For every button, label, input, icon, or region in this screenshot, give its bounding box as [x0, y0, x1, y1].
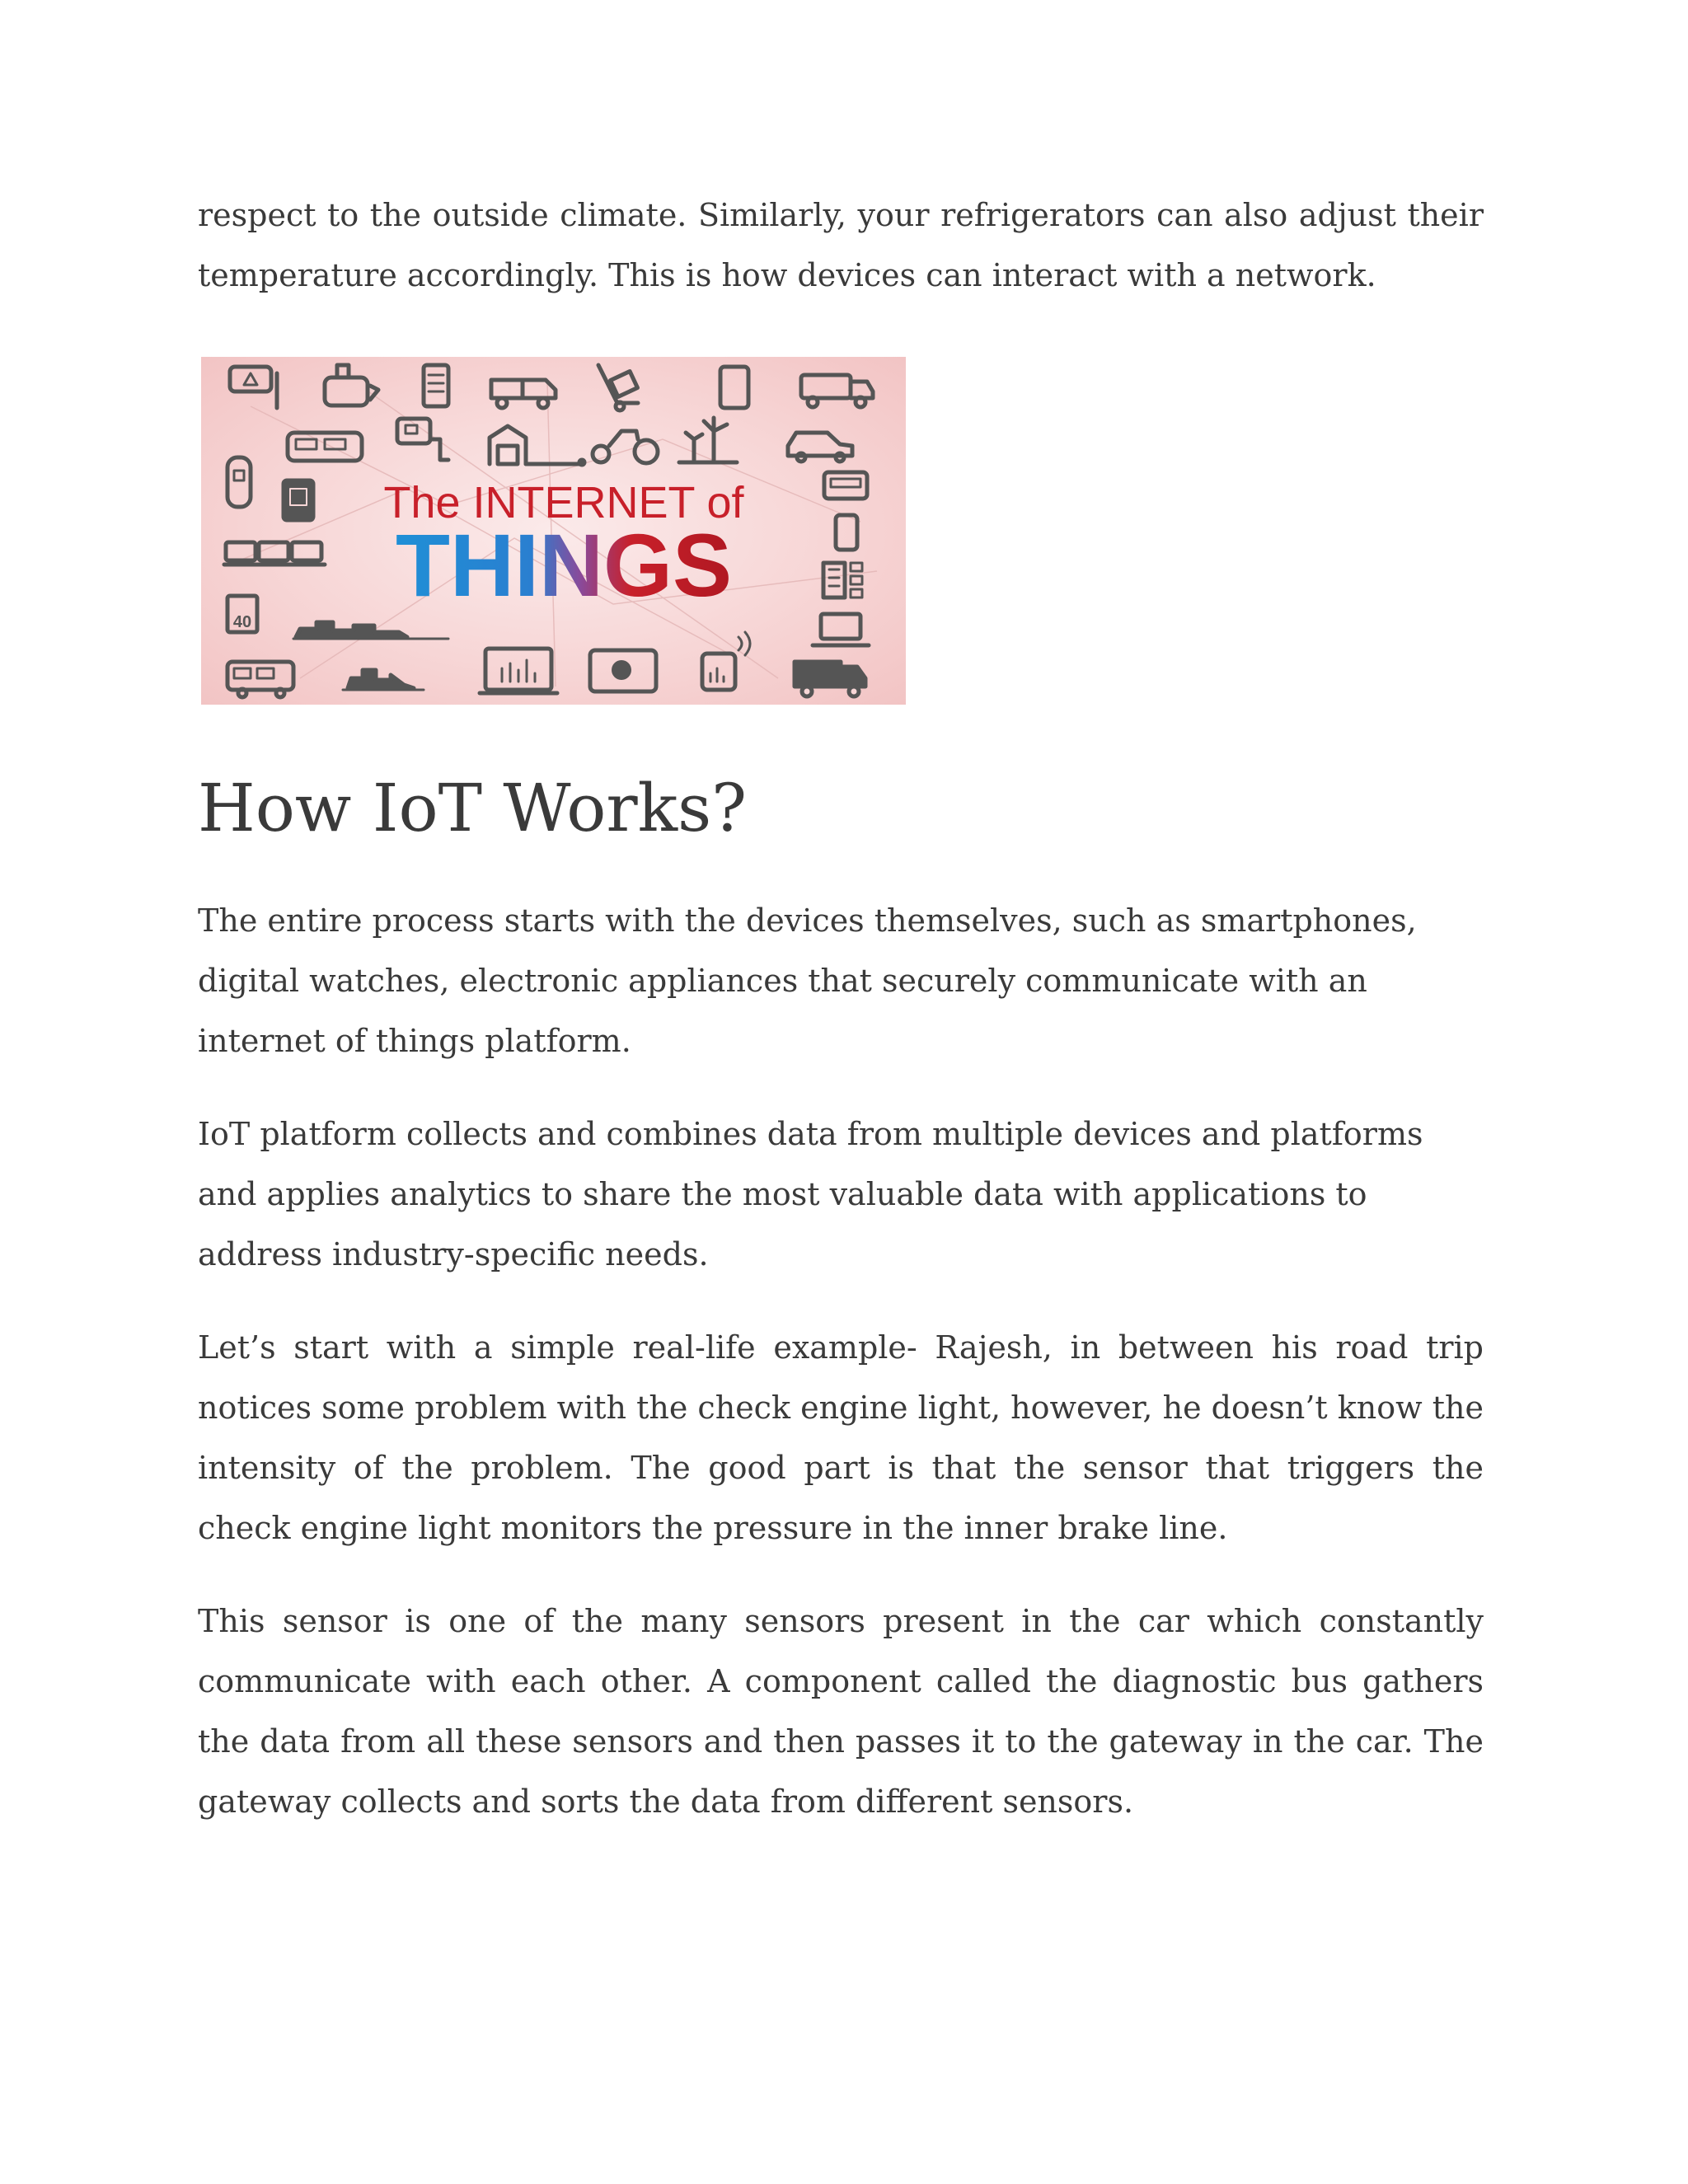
iot-illustration: [201, 357, 906, 705]
building-icon: [823, 563, 862, 598]
factory-icon: [343, 670, 424, 690]
truck-icon: [491, 380, 556, 408]
delivery-truck-icon: [795, 662, 865, 696]
intro-paragraph: respect to the outside climate. Similarly, your refrigerators can also adjust their temperature accordingly. This is how devices can interact with a network.: [198, 197, 1484, 293]
paragraph-sensors: This sensor is one of the many sensors present in the car which constantly communicate with each other. A component called the diagnostic bus gathers the data from all these sensors and then passes it to the gateway in the car. The gateway collects and sorts the data from different sensors.: [198, 1603, 1484, 1820]
monitor-chart-icon: [480, 649, 557, 693]
coffee-machine-icon: [325, 365, 378, 405]
garage-icon: [490, 426, 580, 464]
hand-truck-icon: [598, 365, 638, 410]
monitor-pie-icon: [590, 650, 656, 691]
figure-title-line2: THINGS: [395, 515, 733, 615]
wind-turbine-icon: [679, 418, 737, 462]
warning-sign-icon: [230, 367, 277, 408]
gas-meter-icon: [227, 457, 251, 507]
section-heading: How IoT Works?: [198, 770, 748, 846]
paragraph-devices: The entire process starts with the devices themselves, such as smartphones, digital watches, electronic appliances that securely communicate with an internet of things platform.: [198, 902, 1417, 1059]
figure-title-line1: The INTERNET of: [383, 478, 744, 527]
tractor-icon: [579, 431, 658, 465]
van-icon: [227, 662, 293, 697]
speed-limit-number: 40: [232, 613, 252, 631]
city-skyline-icon: [293, 622, 448, 639]
paragraph-example: Let’s start with a simple real-life example- Rajesh, in between his road trip notices some problem with the check engine light, however, he doesn’t know the intensity of the problem. The good part is that the sensor that triggers the check engine light monitors the pressure in the inner brake line.: [198, 1329, 1484, 1546]
vending-machine-icon: [424, 365, 448, 406]
paragraph-platform: IoT platform collects and combines data from multiple devices and platforms and applies analytics to share the most valuable data with applications to address industry-specific needs.: [198, 1116, 1423, 1272]
atm-icon: [397, 419, 448, 460]
wireless-device-icon: [702, 632, 750, 690]
document-page: [198, 185, 1484, 1832]
car-icon: [788, 433, 852, 462]
iot-icons-graphic: [201, 357, 906, 705]
sim-card-icon: [284, 480, 313, 520]
smartphone-icon: [836, 515, 857, 550]
tablet-icon: [720, 367, 748, 408]
laptop-icon: [813, 614, 869, 645]
smart-meter-icon: [824, 472, 867, 499]
fire-truck-icon: [801, 375, 873, 407]
